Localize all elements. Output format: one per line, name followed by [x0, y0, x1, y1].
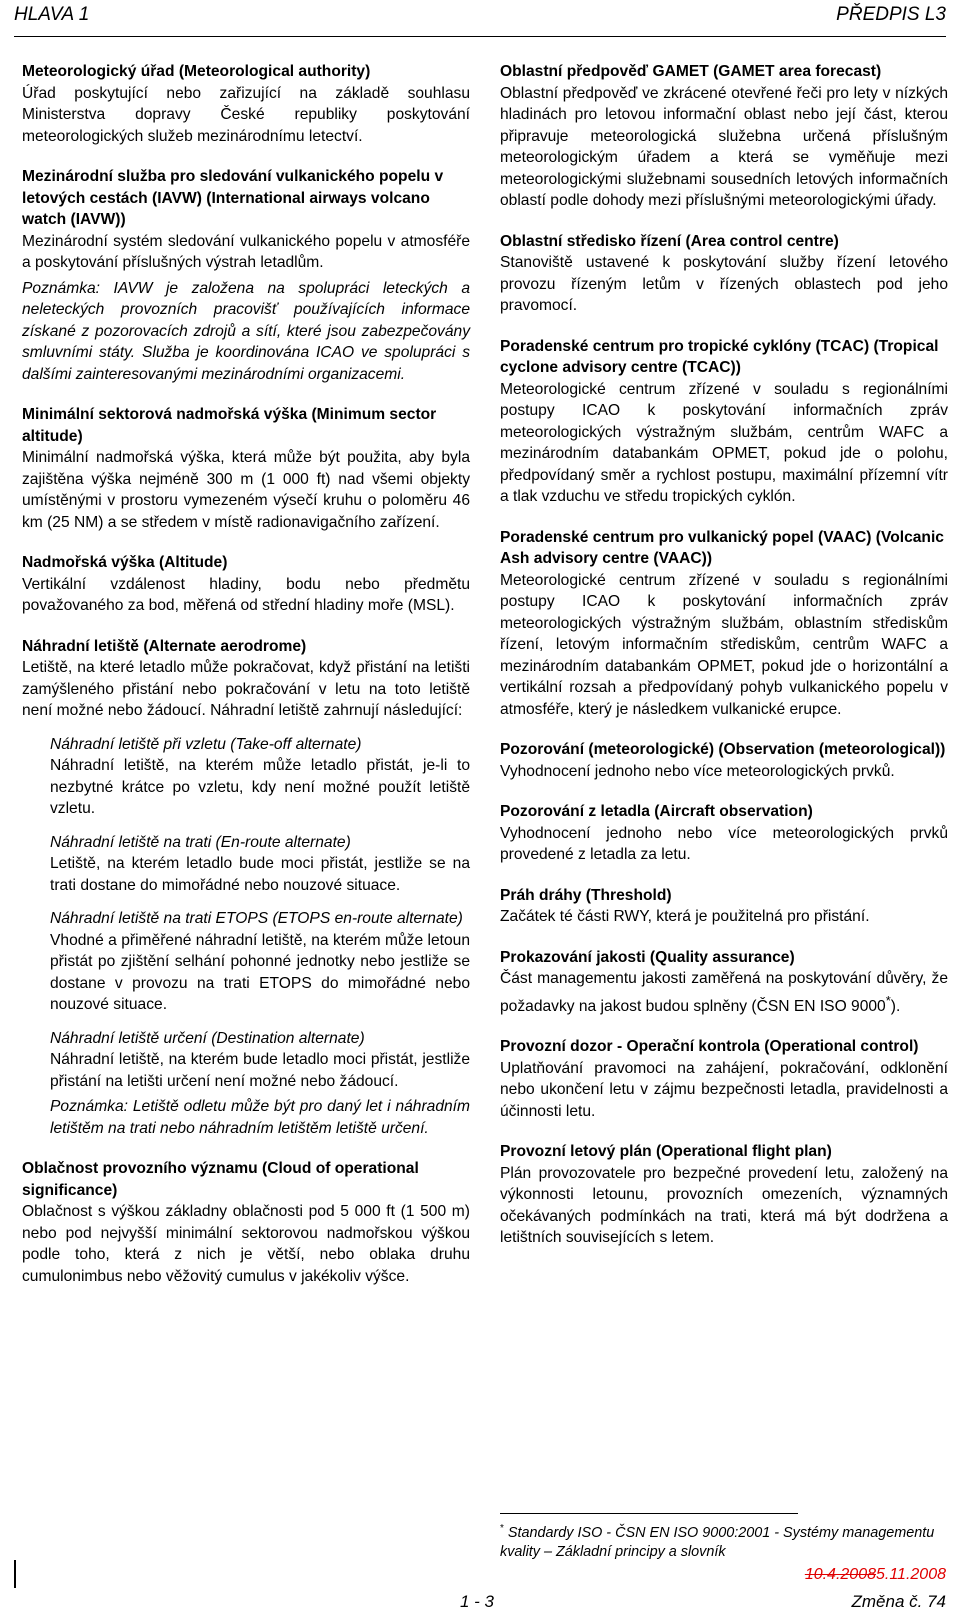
- term-definition: Letiště, na které letadlo může pokračovat, když přistání na letišti zamýšleného přistání nebo pokračování v letu na toto letiště není možné nebo žádoucí. Náhradní letiště zahrnují následující:: [22, 659, 470, 719]
- header-regulation: PŘEDPIS L3: [836, 4, 946, 25]
- sub-term-entry: [50, 908, 470, 1016]
- term-definition-text: Část managementu jakosti zaměřená na poskytování důvěry, že požadavky na jakost budou splněny (ČSN EN ISO 9000: [500, 970, 948, 1015]
- term-definition: Úřad poskytující nebo zařizující na základě souhlasu Ministerstva dopravy České republiky poskytování meteorologických služeb mezinárodnímu letectví.: [22, 84, 470, 145]
- term-entry: [500, 231, 948, 317]
- term-title: Pozorování z letadla (Aircraft observation): [500, 803, 813, 820]
- term-entry: [22, 61, 470, 147]
- sub-term-entry: [50, 734, 470, 820]
- term-definition: Plán provozovatele pro bezpečné provedení letu, založený na výkonnosti letounu, provozních omezeních, významných očekávaných podmínkách na trati, která má být dodržena a letištních souvisejících s letem.: [500, 1164, 948, 1247]
- term-title: Oblastní středisko řízení (Area control centre): [500, 232, 839, 250]
- term-definition: Mezinárodní systém sledování vulkanického popelu v atmosféře a poskytování příslušných výstrah letadlům.: [22, 232, 470, 271]
- amendment-number: Změna č. 74: [851, 1592, 946, 1611]
- revision-dates: [805, 1566, 946, 1584]
- term-title: Náhradní letiště (Alternate aerodrome): [22, 637, 307, 655]
- term-definition: Stanoviště ustavené k poskytování služby řízení letového provozu řízeným letům v řízených oblastech pod jeho pravomocí.: [500, 254, 948, 314]
- term-definition: Vyhodnocení jednoho nebo více meteorologických prvků.: [500, 762, 895, 780]
- footnote-divider: [500, 1513, 798, 1514]
- term-entry: [500, 61, 948, 212]
- term-definition: [500, 968, 948, 1017]
- term-definition-tail: ).: [890, 997, 901, 1015]
- term-entry: [500, 1036, 948, 1122]
- change-bar: [14, 1560, 16, 1588]
- term-title: Oblačnost provozního významu (Cloud of operational significance): [22, 1160, 419, 1199]
- right-column: [500, 61, 948, 1268]
- term-definition: Vertikální vzdálenost hladiny, bodu nebo předmětu považovaného za bod, měřená od střední hladiny moře (MSL).: [22, 575, 470, 614]
- header-chapter: HLAVA 1: [14, 4, 90, 25]
- term-definition: Vyhodnocení jednoho nebo více meteorologických prvků provedené z letadla za letu.: [500, 824, 948, 863]
- page-number: 1 - 3: [460, 1592, 495, 1611]
- term-title: Práh dráhy (Threshold): [500, 886, 672, 904]
- term-title: Oblastní předpověď GAMET (GAMET area forecast): [500, 63, 882, 80]
- sub-term-note: Poznámka: Letiště odletu může být pro daný let i náhradním letištěm na trati nebo náhradním letištěm letiště určení.: [50, 1098, 470, 1137]
- new-date: 5.11.2008: [876, 1566, 946, 1583]
- sub-term-definition: Náhradní letiště, na kterém může letadlo přistát, je-li to nezbytné krátce po vzletu, kdy není možné použít letiště vzletu.: [50, 757, 470, 817]
- sub-term-definition: Vhodné a přiměřené náhradní letiště, na kterém může letoun přistát po zjištění selhání pohonné jednotky nebo jestliže se dostane v provozu na trati ETOPS do mimořádné nebo nouzové situace.: [50, 931, 470, 1013]
- term-title: Prokazování jakosti (Quality assurance): [500, 948, 795, 966]
- term-entry: [500, 885, 948, 928]
- term-entry: [22, 552, 470, 617]
- footnote-reference: *: [885, 992, 891, 1008]
- term-entry: [22, 1158, 470, 1287]
- term-title: Meteorologický úřad (Meteorological authority): [22, 63, 371, 80]
- term-entry: [500, 801, 948, 866]
- left-column: [22, 61, 470, 1306]
- footnote-text: Standardy ISO - ČSN EN ISO 9000:2001 - Systémy managementu kvality – Základní principy a slovník: [500, 1524, 935, 1560]
- term-definition: Oblačnost s výškou základny oblačnosti pod 5 000 ft (1 500 m) nebo pod nejvyšší minimální sektorovou nadmořskou výškou podle toho, která z nich je větší, nebo oblaka druhu cumulonimbus nebo věžovitý cumulus v jakékoliv výšce.: [22, 1203, 470, 1285]
- footnote-mark: *: [500, 1523, 504, 1534]
- term-entry: [500, 1141, 948, 1249]
- term-title: Poradenské centrum pro tropické cyklóny (TCAC) (Tropical cyclone advisory centre (TCAC)): [500, 337, 939, 376]
- sub-term-title: Náhradní letiště určení (Destination alternate): [50, 1029, 365, 1047]
- term-title: Pozorování (meteorologické) (Observation (meteorological)): [500, 741, 946, 758]
- term-title: Provozní letový plán (Operational flight plan): [500, 1143, 832, 1161]
- sub-term-title: Náhradní letiště na trati ETOPS (ETOPS en-route alternate): [50, 910, 463, 927]
- term-entry: [500, 947, 948, 1018]
- sub-term-entry: [50, 1028, 470, 1140]
- term-title: Minimální sektorová nadmořská výška (Minimum sector altitude): [22, 406, 437, 445]
- term-definition: Oblastní předpověď ve zkrácené otevřené řeči pro lety v nízkých hladinách pro letovou informační oblast nebo její část, kterou připravuje meteorologická služebna určená příslušným meteorologickým úřadem a která se vyměňuje mezi meteorologickými služebnami sousedních letových informačních oblastí podle dohody mezi příslušnými meteorologickými úřady.: [500, 84, 948, 209]
- term-definition: Meteorologické centrum zřízené v souladu s regionálními postupy ICAO k poskytování informačních zpráv meteorologických výstražným službám, centrům WAFC a mezinárodním databankám OPMET, pokud jde o polohu, předpovídaný směr a rychlost postupu, maximální přízemní vítr a tlak vzduchu ve středu tropických cyklón.: [500, 380, 948, 505]
- term-definition: Začátek té části RWY, která je použitelná pro přistání.: [500, 908, 870, 925]
- sub-term-definition: Letiště, na kterém letadlo bude moci přistát, jestliže se na trati dostane do mimořádné nebo nouzové situace.: [50, 855, 470, 894]
- term-note: Poznámka: IAVW je založena na spolupráci leteckých a neleteckých provozních pracovišť používajících informace získané z pozorovacích zdrojů a sítí, které jsou zabezpečovány smluvními státy. Služba je koordinována ICAO ve spolupráci s dalšími zainteresovanými mezinárodními organizacemi.: [22, 279, 470, 383]
- term-title: Mezinárodní služba pro sledování vulkanického popelu v letových cestách (IAVW) (International airways volcano watch (IAVW)): [22, 168, 444, 228]
- sub-term-entry: [50, 832, 470, 897]
- term-entry: [22, 166, 470, 385]
- term-definition: Minimální nadmořská výška, která může být použita, aby byla zajištěna výška nejméně 300 m (1 000 ft) nad všemi objekty umístěnými v prostoru vymezeném výsečí kruhu o poloměru 46 km (25 NM) a se středem v místě radionavigačního zařízení.: [22, 449, 470, 531]
- old-date: 10.4.2008: [804, 1566, 876, 1583]
- header-divider: [14, 36, 946, 37]
- term-title: Nadmořská výška (Altitude): [22, 554, 228, 571]
- term-title: Provozní dozor - Operační kontrola (Operational control): [500, 1038, 919, 1056]
- sub-term-title: Náhradní letiště při vzletu (Take-off alternate): [50, 735, 362, 753]
- footnote: [500, 1519, 948, 1562]
- term-entry: [22, 404, 470, 533]
- term-definition: Uplatňování pravomoci na zahájení, pokračování, odklonění nebo ukončení letu v zájmu bezpečnosti letadla, pravidelnosti a účinnosti letu.: [500, 1059, 948, 1120]
- sub-term-title: Náhradní letiště na trati (En-route alternate): [50, 833, 351, 851]
- sub-term-definition: Náhradní letiště, na kterém bude letadlo moci přistát, jestliže přistání na letišti určení není možné nebo žádoucí.: [50, 1051, 470, 1090]
- term-title: Poradenské centrum pro vulkanický popel (VAAC) (Volcanic Ash advisory centre (VAAC)): [500, 528, 944, 567]
- term-entry: [22, 636, 470, 1140]
- term-entry: [500, 336, 948, 508]
- term-entry: [500, 739, 948, 782]
- term-definition: Meteorologické centrum zřízené v souladu s regionálními postupy ICAO k poskytování informačních zpráv meteorologických výstražným službám, oblastním střediskům řízení, letovým informačním střediskům, centrům WAFC a mezinárodním databankám OPMET, pokud jde o horizontální a vertikální rozsah a předpovídaný pohyb vulkanického popelu v atmosféře, který je následkem vulkanické erupce.: [500, 571, 948, 718]
- term-entry: [500, 527, 948, 721]
